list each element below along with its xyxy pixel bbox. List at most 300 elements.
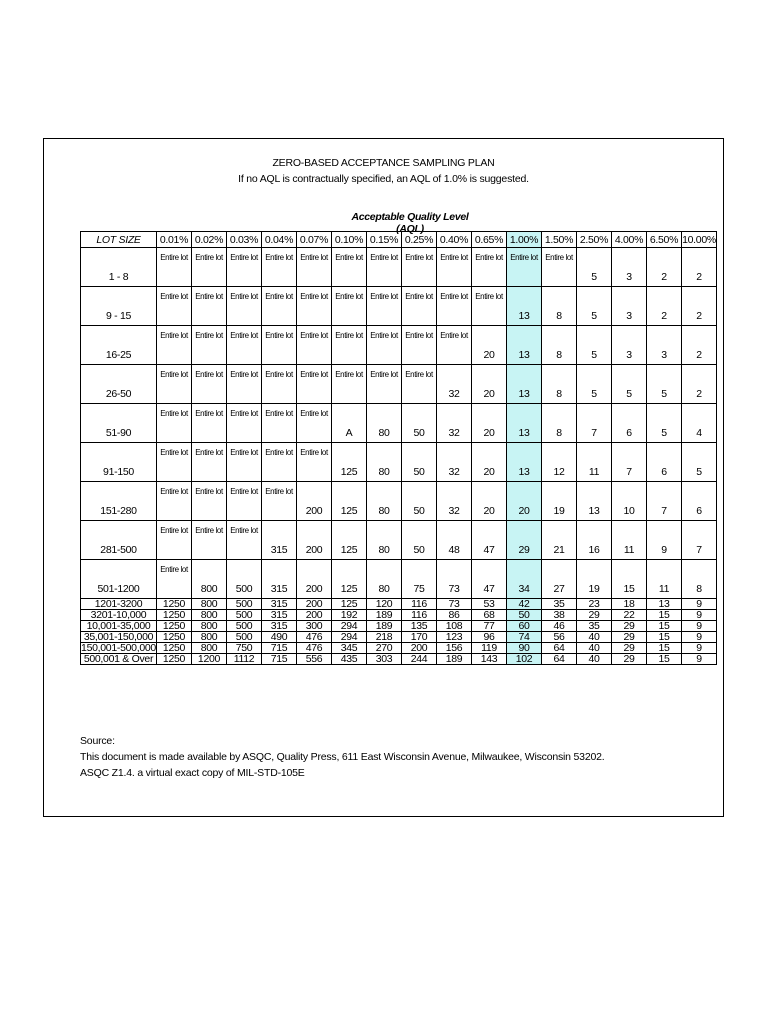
lot-size-cell [81,404,157,443]
table-row [81,599,717,610]
sample-size-cell [367,482,402,521]
entire-lot-text: Entire lot [300,253,328,262]
entire-lot-text: Entire lot [230,448,258,457]
entire-lot-text: Entire lot [160,487,188,496]
sample-size-value: 20 [483,349,495,361]
sample-size-cell [157,443,192,482]
sample-size-cell [262,287,297,326]
sample-size-cell [507,560,542,599]
entire-lot-text: Entire lot [405,292,433,301]
document-subtitle: If no AQL is contractually specified, an AQL of 1.0% is suggested. [238,173,529,185]
sample-size-cell [647,365,682,404]
sample-size-value: 6 [661,466,667,478]
sample-size-cell [647,404,682,443]
sample-size-cell [647,560,682,599]
sample-size-cell [507,521,542,560]
sample-size-value: 7 [696,544,702,556]
sample-size-cell [262,521,297,560]
aql-header-cell: 0.65% [472,232,507,248]
sample-size-cell: 1250 [157,654,192,665]
sample-size-cell: 40 [577,654,612,665]
sample-size-cell [227,560,262,599]
lot-size-cell [81,482,157,521]
sample-size-cell: 143 [472,654,507,665]
sample-size-cell: 125 [332,599,367,610]
table-row [81,654,717,665]
sample-size-value: 500 [235,583,253,595]
sample-size-value: 11 [658,583,670,595]
sample-size-cell [612,365,647,404]
aql-header-cell: 0.07% [297,232,332,248]
sample-size-cell [297,248,332,287]
sample-size-cell [682,443,717,482]
entire-lot-text: Entire lot [160,292,188,301]
sample-size-cell [262,560,297,599]
sample-size-cell [297,560,332,599]
entire-lot-text: Entire lot [405,253,433,262]
sample-size-cell [472,404,507,443]
sample-size-value: 3 [626,271,632,283]
table-row [81,643,717,654]
sample-size-value: 80 [378,583,390,595]
sample-size-cell [262,326,297,365]
table-row [81,560,717,599]
aql-header-cell: 1.50% [542,232,577,248]
entire-lot-text: Entire lot [440,292,468,301]
lot-size-label: 281-500 [100,544,137,556]
sample-size-cell [402,326,437,365]
entire-lot-text: Entire lot [265,409,293,418]
sample-size-cell [227,326,262,365]
lot-size-cell [81,443,157,482]
sample-size-cell [577,326,612,365]
sample-size-cell [227,287,262,326]
sample-size-cell [332,326,367,365]
entire-lot-text: Entire lot [230,526,258,535]
entire-lot-text: Entire lot [230,292,258,301]
sample-size-cell: 1250 [157,599,192,610]
entire-lot-text: Entire lot [510,253,538,262]
sample-size-cell [647,443,682,482]
sample-size-cell: 29 [612,632,647,643]
sample-size-value: 47 [483,583,495,595]
sample-size-value: 7 [626,466,632,478]
sample-size-cell [227,482,262,521]
sample-size-cell: 715 [262,654,297,665]
sample-size-cell [192,404,227,443]
sample-size-cell [577,287,612,326]
sample-size-value: 80 [378,505,390,517]
entire-lot-text: Entire lot [265,253,293,262]
sample-size-cell [647,287,682,326]
sample-size-cell [402,248,437,287]
sample-size-cell [612,482,647,521]
aql-header-cell: 2.50% [577,232,612,248]
table-row [81,610,717,621]
sample-size-cell [612,326,647,365]
sample-size-cell [507,404,542,443]
sample-size-cell [192,443,227,482]
sample-size-cell [367,443,402,482]
sample-size-cell: 15 [647,610,682,621]
sample-size-cell [157,326,192,365]
sample-size-cell [262,248,297,287]
entire-lot-text: Entire lot [195,253,223,262]
sample-size-cell [332,482,367,521]
sample-size-value: 800 [200,583,218,595]
lot-size-label: 91-150 [103,466,134,478]
document-title: ZERO-BASED ACCEPTANCE SAMPLING PLAN [272,157,495,169]
sample-size-value: 5 [591,271,597,283]
sample-size-cell [437,560,472,599]
sample-size-cell: 156 [437,643,472,654]
sample-size-value: 13 [588,505,600,517]
sample-size-cell [297,326,332,365]
sample-size-value: 13 [518,427,530,439]
aql-header-cell: 0.04% [262,232,297,248]
sample-size-cell [437,521,472,560]
aql-header-cell: 0.25% [402,232,437,248]
sample-size-value: 4 [696,427,702,439]
sample-size-cell [332,521,367,560]
entire-lot-text: Entire lot [370,253,398,262]
sample-size-value: 80 [378,544,390,556]
entire-lot-text: Entire lot [265,370,293,379]
entire-lot-text: Entire lot [300,331,328,340]
sample-size-cell: 74 [507,632,542,643]
table-row [81,632,717,643]
sample-size-value: 20 [483,388,495,400]
sample-size-cell [682,287,717,326]
lot-size-cell: 35,001-150,000 [81,632,157,643]
sample-size-cell [612,248,647,287]
sample-size-value: 5 [696,466,702,478]
sample-size-cell [297,365,332,404]
sample-size-value: A [345,427,353,439]
lot-size-cell [81,287,157,326]
sample-size-cell: 9 [682,621,717,632]
lot-size-cell [81,248,157,287]
entire-lot-text: Entire lot [265,448,293,457]
sample-size-value: 5 [626,388,632,400]
entire-lot-text: Entire lot [160,409,188,418]
sample-size-cell [192,482,227,521]
table-row [81,482,717,521]
entire-lot-text: Entire lot [300,370,328,379]
sample-size-cell [472,443,507,482]
sample-size-cell: 38 [542,610,577,621]
sample-size-cell [682,521,717,560]
sample-size-cell: 40 [577,643,612,654]
lot-size-label: 51-90 [105,427,132,439]
sample-size-cell: 315 [262,599,297,610]
sample-size-value: 7 [591,427,597,439]
sample-size-cell: 119 [472,643,507,654]
sample-size-cell [367,521,402,560]
sample-size-cell [402,521,437,560]
sample-size-cell [157,248,192,287]
sample-size-value: 32 [448,505,460,517]
sample-size-cell: 9 [682,599,717,610]
sample-size-cell [437,326,472,365]
sample-size-cell [262,365,297,404]
sample-size-cell [507,248,542,287]
sample-size-cell [332,248,367,287]
sample-size-value: 21 [553,544,565,556]
source-line-2: ASQC Z1.4. a virtual exact copy of MIL-STD-105E [80,767,305,779]
aql-header-cell: 1.00% [507,232,542,248]
sample-size-cell [297,443,332,482]
sample-size-cell [472,248,507,287]
sample-size-cell [332,365,367,404]
sample-size-value: 125 [340,505,358,517]
sample-size-cell [437,365,472,404]
entire-lot-text: Entire lot [160,448,188,457]
sample-size-cell [682,326,717,365]
sample-size-cell [402,482,437,521]
sample-size-cell [367,560,402,599]
entire-lot-text: Entire lot [230,409,258,418]
entire-lot-text: Entire lot [335,253,363,262]
sample-size-cell [192,326,227,365]
sample-size-cell [507,365,542,404]
sampling-plan-table [80,231,717,665]
entire-lot-text: Entire lot [195,448,223,457]
sample-size-cell [332,287,367,326]
table-row [81,326,717,365]
table-row [81,404,717,443]
sample-size-cell [472,521,507,560]
sample-size-cell [192,521,227,560]
entire-lot-text: Entire lot [300,292,328,301]
sample-size-value: 200 [305,583,323,595]
sample-size-cell [577,248,612,287]
sample-size-cell: 200 [297,599,332,610]
sample-size-cell [612,560,647,599]
entire-lot-text: Entire lot [405,331,433,340]
header-row [81,232,717,248]
lot-size-cell [81,326,157,365]
sample-size-cell: 1112 [227,654,262,665]
sample-size-value: 50 [413,505,425,517]
entire-lot-text: Entire lot [300,448,328,457]
sample-size-value: 80 [378,427,390,439]
lot-size-cell [81,365,157,404]
lot-size-cell: 1201-3200 [81,599,157,610]
sample-size-cell [437,443,472,482]
sample-size-cell [157,560,192,599]
sample-size-cell: 13 [647,599,682,610]
sample-size-value: 8 [556,310,562,322]
sample-size-cell: 9 [682,654,717,665]
lot-size-label: 26-50 [105,388,132,400]
sample-size-cell [297,287,332,326]
sample-size-cell [332,560,367,599]
sample-size-value: 50 [413,427,425,439]
sample-size-value: 10 [623,505,635,517]
sample-size-cell [612,287,647,326]
sample-size-value: 48 [448,544,460,556]
entire-lot-text: Entire lot [230,487,258,496]
sample-size-cell: 29 [612,654,647,665]
aql-header-cell: 10.00% [682,233,716,246]
sample-size-cell: 102 [507,654,542,665]
sample-size-cell [577,365,612,404]
sample-size-cell [192,287,227,326]
sample-size-cell [332,443,367,482]
entire-lot-text: Entire lot [405,370,433,379]
sample-size-cell [332,404,367,443]
sample-size-cell [157,482,192,521]
entire-lot-text: Entire lot [160,370,188,379]
sample-size-cell: 200 [402,643,437,654]
sample-size-value: 29 [518,544,530,556]
sample-size-cell: 15 [647,643,682,654]
sample-size-cell: 300 [297,621,332,632]
sample-size-cell: 490 [262,632,297,643]
sample-size-cell: 303 [367,654,402,665]
lot-size-label: 151-280 [100,505,137,517]
sample-size-cell [612,443,647,482]
entire-lot-text: Entire lot [440,331,468,340]
sample-size-cell [577,521,612,560]
entire-lot-text: Entire lot [370,331,398,340]
sample-size-cell: 800 [192,610,227,621]
sample-size-value: 2 [696,271,702,283]
lot-size-label: 16-25 [105,349,132,361]
entire-lot-text: Entire lot [335,331,363,340]
sample-size-cell: 315 [262,610,297,621]
sample-size-cell: 64 [542,643,577,654]
sample-size-cell [682,560,717,599]
sample-size-value: 20 [483,505,495,517]
sample-size-value: 50 [413,544,425,556]
sample-size-cell: 1250 [157,632,192,643]
sample-size-cell [227,248,262,287]
sample-size-cell: 1200 [192,654,227,665]
sample-size-cell: 9 [682,643,717,654]
sample-size-cell: 800 [192,643,227,654]
sample-size-cell [577,560,612,599]
sample-size-cell [157,521,192,560]
lot-size-cell: 10,001-35,000 [81,621,157,632]
sample-size-cell: 200 [297,610,332,621]
table-row [81,248,717,287]
sample-size-cell: 556 [297,654,332,665]
source-label: Source: [80,735,115,747]
sample-size-value: 125 [340,544,358,556]
sample-size-cell [297,521,332,560]
sample-size-cell: 1250 [157,621,192,632]
lot-size-label: 9 - 15 [105,310,132,322]
sample-size-value: 6 [696,505,702,517]
entire-lot-text: Entire lot [265,331,293,340]
sample-size-cell [542,560,577,599]
sample-size-value: 50 [413,466,425,478]
sample-size-cell: 476 [297,643,332,654]
sample-size-cell [367,248,402,287]
sample-size-cell: 435 [332,654,367,665]
sample-size-cell [367,404,402,443]
entire-lot-text: Entire lot [195,292,223,301]
sample-size-cell [577,482,612,521]
entire-lot-text: Entire lot [195,370,223,379]
sample-size-value: 5 [591,349,597,361]
sample-size-value: 6 [626,427,632,439]
sample-size-cell [542,326,577,365]
sample-size-cell [402,560,437,599]
sample-size-cell: 90 [507,643,542,654]
lot-size-cell [81,560,157,599]
entire-lot-text: Entire lot [335,370,363,379]
sample-size-cell [262,443,297,482]
aql-header-cell: 0.10% [332,232,367,248]
sample-size-value: 125 [340,466,358,478]
sample-size-value: 125 [340,583,358,595]
sample-size-value: 200 [305,505,323,517]
entire-lot-text: Entire lot [230,331,258,340]
sample-size-value: 5 [661,388,667,400]
sample-size-cell [472,326,507,365]
sample-size-cell: 77 [472,621,507,632]
sample-size-cell [402,287,437,326]
sample-size-value: 11 [623,544,635,556]
sample-size-value: 8 [556,388,562,400]
entire-lot-text: Entire lot [195,409,223,418]
sample-size-cell: 715 [262,643,297,654]
sample-size-value: 8 [556,349,562,361]
document-frame [43,138,724,817]
sample-size-value: 20 [483,427,495,439]
sample-size-cell: 73 [437,599,472,610]
sample-size-cell [402,365,437,404]
sample-size-cell: 53 [472,599,507,610]
sample-size-cell: 22 [612,610,647,621]
sample-size-cell: 108 [437,621,472,632]
sample-size-cell: 189 [367,621,402,632]
sample-size-value: 3 [661,349,667,361]
sample-size-cell [542,248,577,287]
aql-header-cell: 0.40% [437,232,472,248]
sample-size-cell: 42 [507,599,542,610]
sample-size-cell: 29 [577,610,612,621]
sample-size-value: 13 [518,310,530,322]
sample-size-value: 2 [696,310,702,322]
sample-size-value: 2 [661,310,667,322]
sample-size-value: 5 [591,310,597,322]
sample-size-cell: 315 [262,621,297,632]
sample-size-cell: 294 [332,621,367,632]
sample-size-cell: 1250 [157,610,192,621]
sample-size-cell [647,521,682,560]
sample-size-cell [367,365,402,404]
sample-size-cell [507,443,542,482]
sample-size-cell [507,482,542,521]
sample-size-cell [542,404,577,443]
sample-size-cell [507,326,542,365]
table-row [81,365,717,404]
sample-size-cell: 800 [192,632,227,643]
sample-size-value: 315 [270,583,288,595]
aql-header-cell: 0.02% [192,232,227,248]
sample-size-cell [437,404,472,443]
table-row [81,621,717,632]
sample-size-value: 8 [556,427,562,439]
table-row [81,287,717,326]
entire-lot-text: Entire lot [475,253,503,262]
sample-size-cell [367,287,402,326]
sample-size-cell: 750 [227,643,262,654]
